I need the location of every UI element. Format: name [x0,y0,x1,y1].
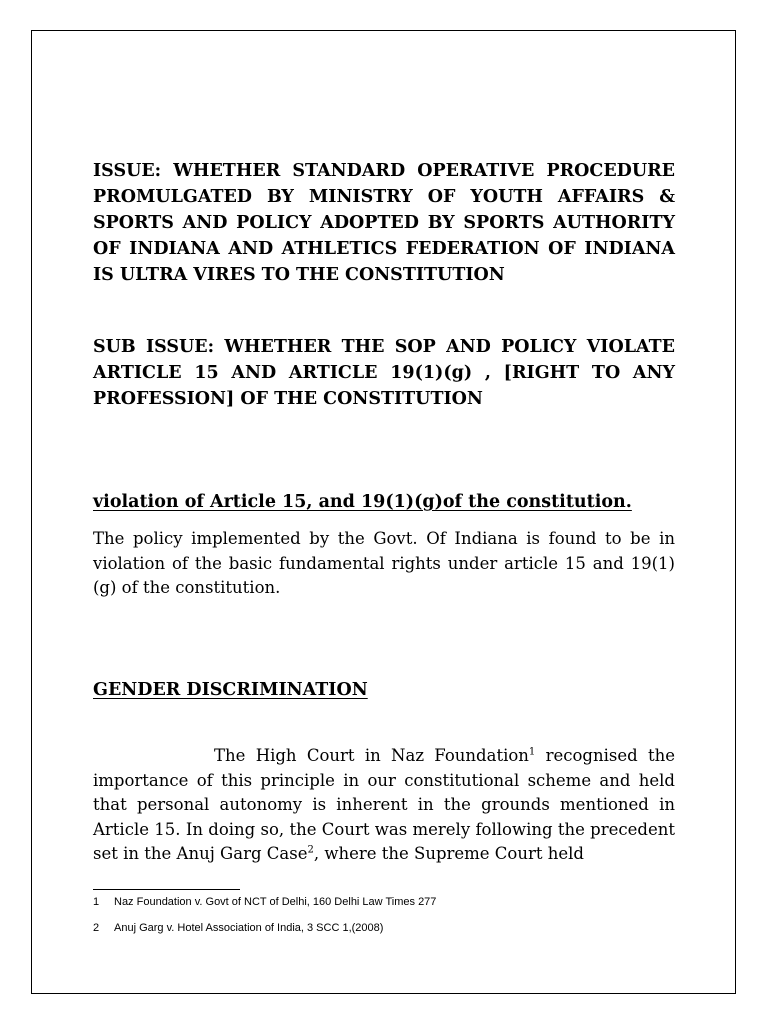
section-paragraph: The policy implemented by the Govt. Of Indiana is found to be in violation of the basic fundamental rights under article 15 and 19(1) (g) of the constitution. [93,529,675,597]
gender-discrimination-heading: GENDER DISCRIMINATION [93,680,368,700]
footnote-text: Anuj Garg v. Hotel Association of India, 3 SCC 1,(2008) [114,922,384,934]
sub-issue-heading: SUB ISSUE: WHETHER THE SOP AND POLICY VIOLATE ARTICLE 15 AND ARTICLE 19(1)(g) , [RIGHT TO ANY PROFESSION] OF THE CONSTITUTION [93,337,675,409]
footnote-text: Naz Foundation v. Govt of NCT of Delhi, 160 Delhi Law Times 277 [114,896,437,908]
footnote-ref-1: 1 [528,746,536,758]
section-heading: violation of Article 15, and 19(1)(g)of the constitution. [93,492,632,512]
footnote-2 [93,921,383,935]
gender-paragraph [93,744,675,867]
footnote-1 [93,895,436,909]
gender-paragraph-part1: The High Court in Naz Foundation [214,746,529,765]
footnote-separator [93,889,240,890]
issue-heading: ISSUE: WHETHER STANDARD OPERATIVE PROCEDURE PROMULGATED BY MINISTRY OF YOUTH AFFAIRS & SPORTS AND POLICY ADOPTED BY SPORTS AUTHORITY OF INDIANA AND ATHLETICS FEDERATION OF INDIANA IS ULTRA VIRES TO THE CONSTITUTION [93,161,675,285]
gender-paragraph-part3: , where the Supreme Court held [313,844,584,863]
footnote-number: 2 [93,922,100,934]
footnote-number: 1 [93,896,100,908]
gender-paragraph-part2: recognised the importance of this principle in our constitutional scheme and held that personal autonomy is inherent in the grounds mentioned in Article 15. In doing so, the Court was merely following the precedent set in the Anuj Garg Case [93,746,675,863]
footnote-ref-2: 2 [307,844,314,856]
